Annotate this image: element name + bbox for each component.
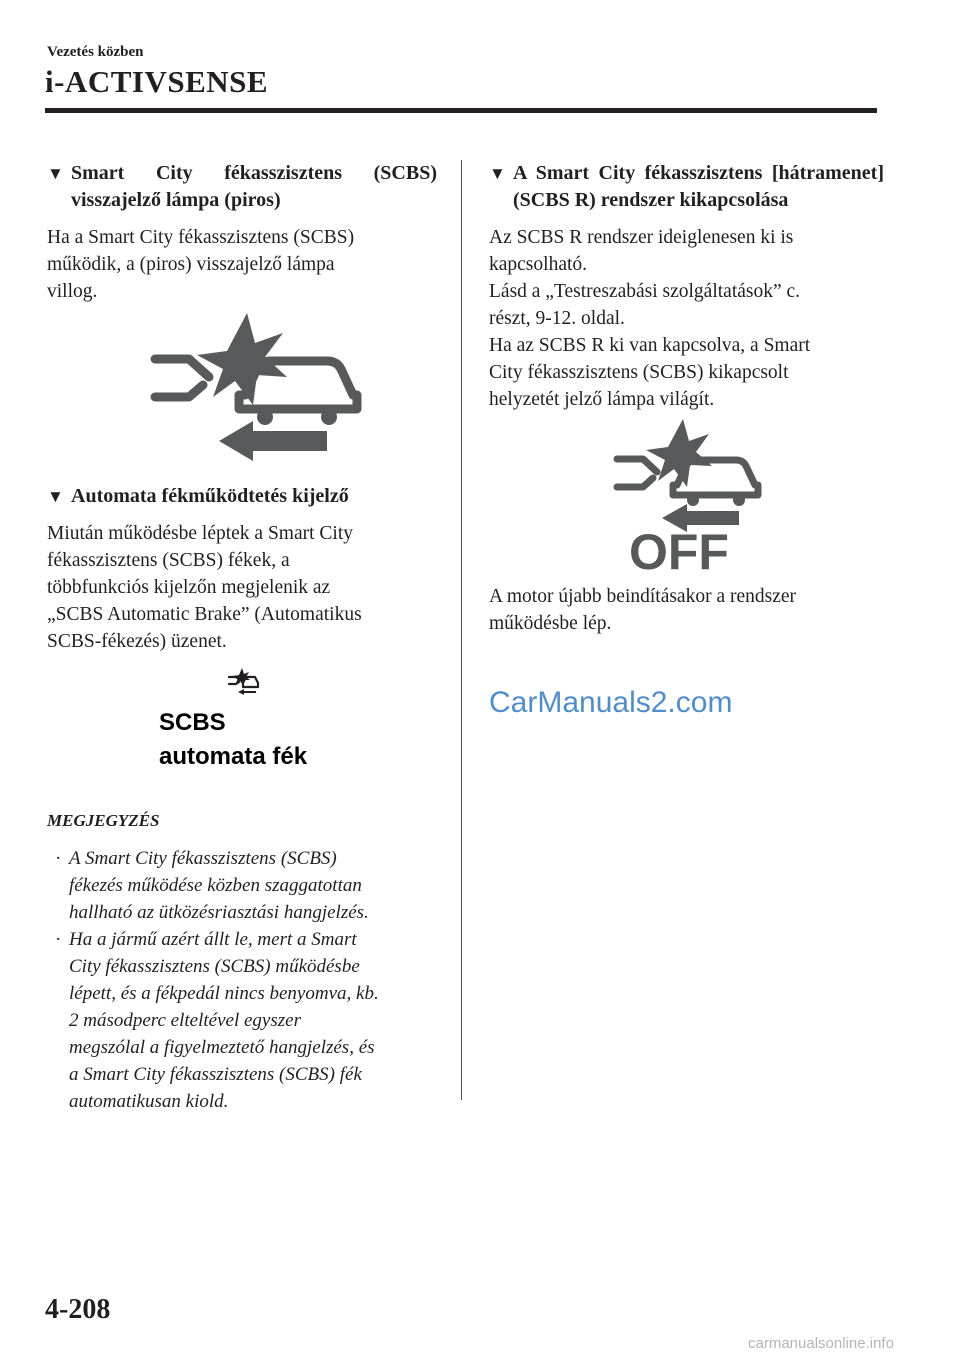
note-text: Ha a jármű azért állt le, mert a Smart City fékasszisztens (SCBS) működésbe lépett, és a fékpedál nincs benyomva, kb. 2 másodperc elteltével egyszer megszólal a figyelmeztető hangjelzés, és a Smart City fékasszisztens (SCBS) fék automatikusan kiold. — [69, 929, 379, 1112]
paragraph: Az SCBS R rendszer ideiglenesen ki is kapcsolható. Lásd a „Testreszabási szolgáltatások” c. részt, 9-12. oldal. Ha az SCBS R ki van kapcsolva, a Smart City fékasszisztens (SCBS) kikapcsolt helyzetét jelző lámpa világít. — [489, 227, 811, 410]
note-item — [47, 926, 437, 1115]
left-column — [47, 160, 437, 1115]
header-rule — [45, 108, 877, 113]
display-text-line1: SCBS — [159, 709, 226, 736]
page-title: i-ACTIVSENSE — [45, 64, 269, 99]
heading-scbs-lamp — [47, 160, 437, 214]
section-label: Vezetés közben — [47, 44, 144, 60]
paragraph: A motor újabb beindításakor a rendszer működésbe lép. — [489, 586, 797, 634]
note-item — [47, 845, 437, 926]
note-list — [47, 845, 437, 1115]
display-brake-icon — [227, 667, 261, 695]
triangle-bullet-icon: ▼ — [47, 164, 64, 183]
paragraph: Ha a Smart City fékasszisztens (SCBS) működik, a (piros) visszajelző lámpa villog. — [47, 227, 355, 302]
note-text: A Smart City fékasszisztens (SCBS) fékezés működése közben szaggatottan hallható az ütközésriasztási hangjelzés. — [69, 848, 369, 923]
triangle-bullet-icon: ▼ — [489, 164, 506, 183]
note-title: MEGJEGYZÉS — [47, 811, 160, 830]
bullet-dot: · — [55, 929, 62, 950]
heading-text: A Smart City fékasszisztens [hátramenet] (SCBS R) rendszer kikapcsolása — [513, 162, 884, 211]
page-number: 4-208 — [45, 1294, 111, 1325]
triangle-bullet-icon: ▼ — [47, 487, 64, 506]
display-text-line2: automata fék — [159, 743, 308, 770]
watermark-logo: CarManuals2.com — [489, 686, 733, 719]
footer-watermark: carmanualsonline.info — [748, 1335, 894, 1352]
scbs-off-icon — [489, 417, 884, 577]
heading-text: Automata fékműködtetés kijelző — [71, 485, 349, 507]
heading-auto-brake-display — [47, 483, 437, 510]
warning-lamp-icon — [47, 309, 437, 469]
right-column — [489, 160, 884, 637]
heading-scbs-r-off — [489, 160, 884, 214]
bullet-dot: · — [55, 848, 62, 869]
column-divider — [461, 160, 462, 1100]
multi-info-display — [47, 667, 437, 787]
off-label: OFF — [629, 524, 729, 577]
paragraph: Miután működésbe léptek a Smart City fékasszisztens (SCBS) fékek, a többfunkciós kijelzőn megjelenik az „SCBS Automatic Brake” (Automatikus SCBS-fékezés) üzenet. — [47, 523, 362, 652]
heading-text: Smart City fékasszisztens (SCBS) visszajelző lámpa (piros) — [71, 162, 437, 211]
